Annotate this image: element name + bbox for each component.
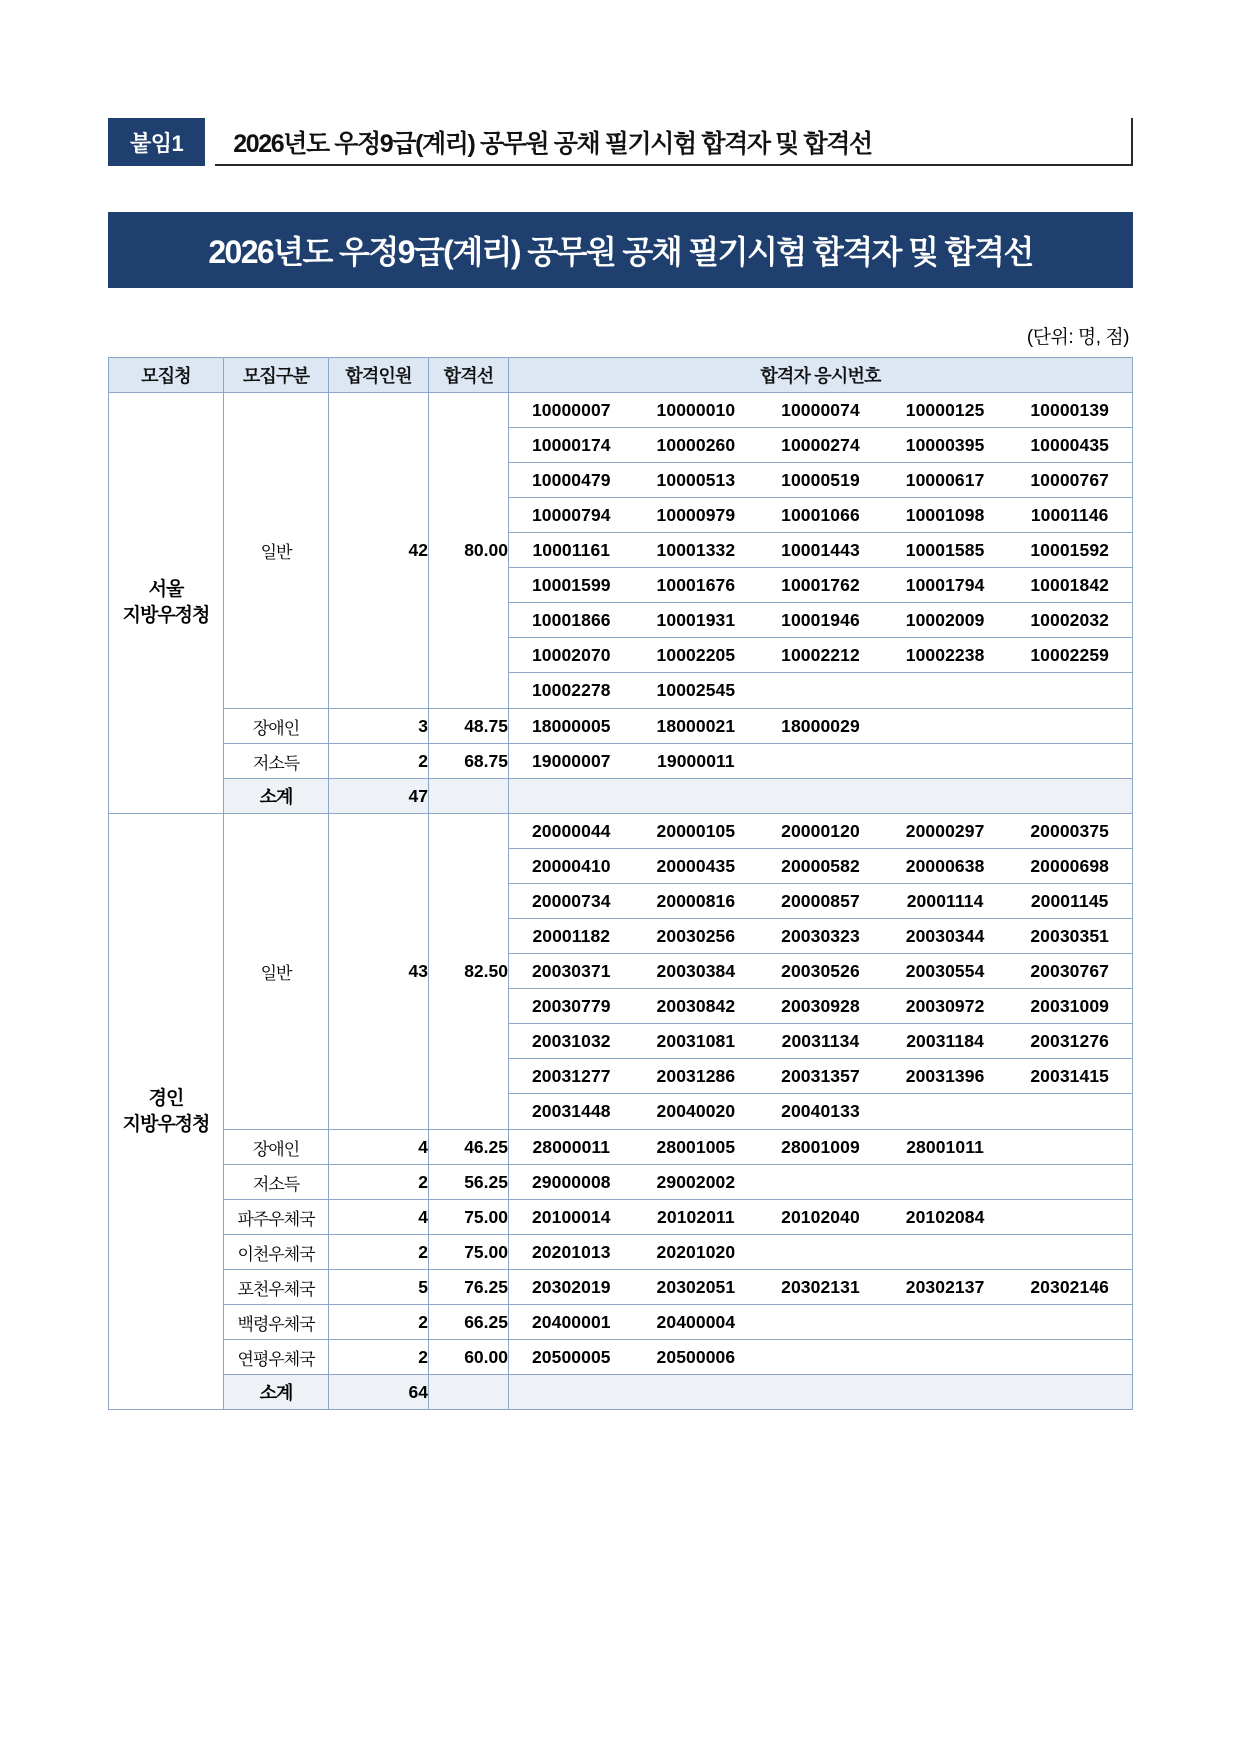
- applicant-number: 10000395: [905, 434, 985, 455]
- applicant-number: 20400001: [531, 1311, 611, 1332]
- numbers-row: [509, 603, 1132, 638]
- applicant-number: 20031357: [781, 1065, 860, 1086]
- applicant-number: 10002032: [1030, 609, 1109, 630]
- applicant-number: 20201013: [531, 1241, 611, 1262]
- cell-cutline: 56.25: [429, 1165, 509, 1200]
- org-line-2: 지방우정청: [122, 1113, 210, 1135]
- numbers-grid: [509, 1130, 1132, 1164]
- applicant-number: 10000513: [656, 469, 736, 490]
- cell-count: 43: [329, 814, 429, 1130]
- numbers-row: [509, 779, 1132, 813]
- applicant-number: 10000519: [781, 469, 860, 490]
- table-row: [109, 1305, 1133, 1340]
- document-banner: [108, 212, 1133, 288]
- applicant-number: 10000767: [1030, 469, 1109, 490]
- numbers-row: [509, 954, 1132, 989]
- cell-category: 일반: [224, 393, 329, 709]
- applicant-number: 29000008: [531, 1171, 611, 1192]
- table-row: [109, 1235, 1133, 1270]
- applicant-number: 20030371: [531, 960, 611, 981]
- cell-numbers: [509, 709, 1133, 744]
- numbers-grid: [509, 1305, 1132, 1339]
- table-body: [109, 393, 1133, 1410]
- numbers-row: [509, 1024, 1132, 1059]
- applicant-number: 10002278: [531, 680, 611, 700]
- table-row-subtotal: [109, 1375, 1133, 1410]
- cell-numbers: [509, 1305, 1133, 1340]
- applicant-number: 20201020: [656, 1241, 736, 1262]
- cell-subtotal-label: 소계: [224, 1375, 329, 1410]
- applicant-number: 10000074: [781, 399, 860, 420]
- numbers-grid: [509, 814, 1132, 1129]
- cell-numbers: [509, 1165, 1133, 1200]
- cell-subtotal-cutline: [429, 1375, 509, 1410]
- applicant-number: 10001762: [781, 574, 860, 595]
- applicant-number: 18000021: [656, 715, 736, 736]
- numbers-row: [509, 638, 1132, 673]
- table-row: [109, 1340, 1133, 1375]
- attachment-title: 2026년도 우정9급(계리) 공무원 공채 필기시험 합격자 및 합격선: [233, 130, 872, 158]
- cell-count: 42: [329, 393, 429, 709]
- applicant-number: 20031415: [1030, 1065, 1109, 1086]
- numbers-row: [509, 1200, 1132, 1234]
- applicant-number: 18000005: [531, 715, 611, 736]
- applicant-number: 10000125: [905, 399, 985, 420]
- table-row: [109, 393, 1133, 709]
- applicant-number: 20031277: [531, 1065, 611, 1086]
- applicant-number: 10000260: [656, 434, 736, 455]
- applicant-number: 20000734: [531, 890, 611, 911]
- numbers-row: [509, 1340, 1132, 1374]
- numbers-row: [509, 989, 1132, 1024]
- applicant-number: 20030344: [905, 925, 985, 946]
- numbers-row: [509, 1059, 1132, 1094]
- table-row: [109, 1130, 1133, 1165]
- cell-subtotal-count: 47: [329, 779, 429, 814]
- cell-count: 2: [329, 1305, 429, 1340]
- numbers-row: [509, 498, 1132, 533]
- table-header-row: [109, 358, 1133, 393]
- applicant-number: 10000139: [1030, 399, 1109, 420]
- applicant-number: 20000857: [781, 890, 860, 911]
- applicant-number: 20000698: [1030, 855, 1109, 876]
- applicant-number: 10002259: [1030, 644, 1109, 665]
- cell-numbers: [509, 1340, 1133, 1375]
- applicant-number: 10001098: [905, 504, 985, 525]
- cell-numbers: [509, 1270, 1133, 1305]
- column-header-org: 모집청: [109, 358, 224, 393]
- cell-numbers: [509, 1200, 1133, 1235]
- applicant-number: 20000435: [656, 855, 736, 876]
- table-head: [109, 358, 1133, 393]
- cell-category: 포천우체국: [224, 1270, 329, 1305]
- cell-cutline: 60.00: [429, 1340, 509, 1375]
- applicant-number: 10001866: [531, 609, 611, 630]
- table-row: [109, 1270, 1133, 1305]
- applicant-number: 20000297: [905, 820, 985, 841]
- cell-cutline: 75.00: [429, 1235, 509, 1270]
- cell-category: 이천우체국: [224, 1235, 329, 1270]
- applicant-number: 20100014: [531, 1206, 611, 1227]
- applicant-number: 10001443: [781, 539, 860, 560]
- applicant-number: 20302131: [781, 1276, 860, 1297]
- applicant-number: 20031081: [656, 1030, 736, 1051]
- cell-count: 2: [329, 1340, 429, 1375]
- column-header-category: 모집구분: [224, 358, 329, 393]
- applicant-number: 20000105: [656, 820, 736, 841]
- org-line-1: 서울: [148, 579, 184, 601]
- cell-subtotal-numbers: [509, 779, 1133, 814]
- applicant-number: 10001794: [905, 574, 985, 595]
- numbers-row: [509, 1305, 1132, 1339]
- applicant-number: 20031448: [531, 1101, 611, 1121]
- numbers-grid: [509, 1200, 1132, 1234]
- applicant-number: 20000638: [905, 855, 985, 876]
- applicant-number: 10002070: [531, 644, 611, 665]
- applicant-number: 10001931: [656, 609, 736, 630]
- numbers-row: [509, 1094, 1132, 1129]
- applicant-number: 20031134: [781, 1030, 860, 1051]
- results-table: [108, 357, 1133, 1410]
- applicant-number: 20040020: [656, 1101, 736, 1121]
- applicant-number: 20030972: [905, 995, 985, 1016]
- applicant-number: 20102040: [781, 1206, 860, 1227]
- applicant-number: 20001114: [906, 890, 984, 911]
- applicant-number: 10000435: [1030, 434, 1109, 455]
- numbers-row: [509, 744, 1132, 778]
- applicant-number: 20030767: [1030, 960, 1109, 981]
- numbers-row: [509, 673, 1132, 708]
- applicant-number: 29002002: [656, 1171, 736, 1192]
- applicant-number: 10002009: [905, 609, 985, 630]
- cell-count: 5: [329, 1270, 429, 1305]
- unit-note: (단위: 명, 점): [1026, 327, 1129, 348]
- applicant-number: 28001005: [656, 1136, 736, 1157]
- table-row: [109, 709, 1133, 744]
- applicant-number: 10000794: [531, 504, 611, 525]
- cell-cutline: 80.00: [429, 393, 509, 709]
- cell-numbers: [509, 1130, 1133, 1165]
- numbers-row: [509, 709, 1132, 743]
- cell-cutline: 75.00: [429, 1200, 509, 1235]
- applicant-number: 20030842: [656, 995, 736, 1016]
- applicant-number: 20001145: [1030, 890, 1109, 911]
- numbers-row: [509, 463, 1132, 498]
- attachment-title-container: [215, 118, 1133, 166]
- applicant-number: 20500005: [531, 1346, 611, 1367]
- applicant-number: 10000617: [905, 469, 985, 490]
- cell-numbers: [509, 814, 1133, 1130]
- table-row: [109, 1165, 1133, 1200]
- cell-category: 장애인: [224, 1130, 329, 1165]
- cell-count: 3: [329, 709, 429, 744]
- numbers-row: [509, 1270, 1132, 1304]
- applicant-number: 20031184: [906, 1030, 984, 1051]
- applicant-number: 20031276: [1030, 1030, 1109, 1051]
- numbers-row: [509, 919, 1132, 954]
- cell-count: 2: [329, 744, 429, 779]
- cell-subtotal-label: 소계: [224, 779, 329, 814]
- table-row-subtotal: [109, 779, 1133, 814]
- applicant-number: 20500006: [656, 1346, 736, 1367]
- column-header-numbers: 합격자 응시번호: [509, 358, 1133, 393]
- applicant-number: 10001146: [1030, 504, 1109, 525]
- applicant-number: 10000010: [656, 399, 736, 420]
- applicant-number: 10001842: [1030, 574, 1109, 595]
- applicant-number: 10002238: [905, 644, 985, 665]
- table-row: [109, 744, 1133, 779]
- applicant-number: 20400004: [656, 1311, 736, 1332]
- applicant-number: 20102084: [905, 1206, 985, 1227]
- numbers-row: [509, 533, 1132, 568]
- org-line-2: 지방우정청: [122, 605, 210, 626]
- applicant-number: 10001161: [532, 539, 611, 560]
- cell-numbers: [509, 393, 1133, 709]
- cell-category: 연평우체국: [224, 1340, 329, 1375]
- numbers-grid: [509, 1235, 1132, 1269]
- cell-count: 4: [329, 1200, 429, 1235]
- applicant-number: 10001332: [656, 539, 736, 560]
- applicant-number: 10001066: [781, 504, 860, 525]
- applicant-number: 20001182: [532, 925, 611, 946]
- applicant-number: 20031032: [531, 1030, 611, 1051]
- applicant-number: 10001585: [905, 539, 985, 560]
- applicant-number: 20040133: [781, 1101, 860, 1121]
- applicant-number: 10002205: [656, 644, 736, 665]
- cell-category: 저소득: [224, 744, 329, 779]
- numbers-grid: [509, 744, 1132, 778]
- org-line-1: 경인: [148, 1087, 184, 1109]
- cell-count: 2: [329, 1235, 429, 1270]
- applicant-number: 20031009: [1030, 995, 1109, 1016]
- cell-cutline: 76.25: [429, 1270, 509, 1305]
- table-row: [109, 814, 1133, 1130]
- applicant-number: 20030323: [781, 925, 860, 946]
- cell-numbers: [509, 744, 1133, 779]
- applicant-number: 20031396: [905, 1065, 985, 1086]
- numbers-row: [509, 1130, 1132, 1164]
- cell-cutline: 48.75: [429, 709, 509, 744]
- cell-category: 장애인: [224, 709, 329, 744]
- numbers-grid: [509, 393, 1132, 708]
- applicant-number: 20302137: [905, 1276, 985, 1297]
- applicant-number: 28000011: [532, 1136, 611, 1157]
- applicant-number: 10001592: [1030, 539, 1109, 560]
- applicant-number: 28001011: [906, 1136, 984, 1157]
- applicant-number: 10000007: [531, 399, 611, 420]
- numbers-row: [509, 428, 1132, 463]
- numbers-grid: [509, 709, 1132, 743]
- numbers-row: [509, 1165, 1132, 1199]
- applicant-number: 20030256: [656, 925, 736, 946]
- applicant-number: 20302051: [656, 1276, 736, 1297]
- attachment-header: [108, 118, 1133, 166]
- numbers-grid: [509, 1340, 1132, 1374]
- applicant-number: 20000410: [531, 855, 611, 876]
- applicant-number: 20000044: [531, 820, 611, 841]
- applicant-number: 20000816: [656, 890, 736, 911]
- applicant-number: 18000029: [781, 715, 860, 736]
- cell-cutline: 46.25: [429, 1130, 509, 1165]
- cell-count: 4: [329, 1130, 429, 1165]
- applicant-number: 20302019: [531, 1276, 611, 1297]
- cell-numbers: [509, 1235, 1133, 1270]
- numbers-row: [509, 568, 1132, 603]
- applicant-number: 10000174: [531, 434, 611, 455]
- cell-category: 저소득: [224, 1165, 329, 1200]
- page-title: 2026년도 우정9급(계리) 공무원 공채 필기시험 합격자 및 합격선: [208, 234, 1033, 270]
- applicant-number: 10000274: [781, 434, 860, 455]
- column-header-count: 합격인원: [329, 358, 429, 393]
- cell-category: 일반: [224, 814, 329, 1130]
- cell-subtotal-count: 64: [329, 1375, 429, 1410]
- applicant-number: 20030526: [781, 960, 860, 981]
- applicant-number: 20030554: [905, 960, 985, 981]
- applicant-number: 10001599: [531, 574, 611, 595]
- table-row: [109, 1200, 1133, 1235]
- cell-category: 파주우체국: [224, 1200, 329, 1235]
- applicant-number: 20030351: [1030, 925, 1109, 946]
- numbers-grid: [509, 1165, 1132, 1199]
- applicant-number: 10002212: [781, 644, 860, 665]
- numbers-row: [509, 814, 1132, 849]
- numbers-row: [509, 1235, 1132, 1269]
- cell-cutline: 82.50: [429, 814, 509, 1130]
- cell-subtotal-cutline: [429, 779, 509, 814]
- numbers-row: [509, 393, 1132, 428]
- cell-cutline: 66.25: [429, 1305, 509, 1340]
- attachment-tag: 붙임1: [108, 118, 205, 166]
- applicant-number: 19000007: [531, 750, 611, 771]
- applicant-number: 20000582: [781, 855, 860, 876]
- cell-count: 2: [329, 1165, 429, 1200]
- applicant-number: 20000375: [1030, 820, 1109, 841]
- applicant-number: 10000479: [531, 469, 611, 490]
- cell-org: [109, 393, 224, 814]
- applicant-number: 20030384: [656, 960, 736, 981]
- applicant-number: 10000979: [656, 504, 736, 525]
- applicant-number: 28001009: [781, 1136, 860, 1157]
- applicant-number: 20030779: [531, 995, 611, 1016]
- applicant-number: 20030928: [781, 995, 860, 1016]
- applicant-number: 20302146: [1030, 1276, 1109, 1297]
- applicant-number: 20102011: [657, 1206, 735, 1227]
- applicant-number: 10002545: [656, 680, 736, 700]
- cell-category: 백령우체국: [224, 1305, 329, 1340]
- cell-subtotal-numbers: [509, 1375, 1133, 1410]
- cell-org: [109, 814, 224, 1410]
- column-header-cutline: 합격선: [429, 358, 509, 393]
- cell-cutline: 68.75: [429, 744, 509, 779]
- applicant-number: 10001946: [781, 609, 860, 630]
- applicant-number: 10001676: [656, 574, 736, 595]
- applicant-number: 20031286: [656, 1065, 736, 1086]
- numbers-row: [509, 1375, 1132, 1409]
- numbers-grid: [509, 1270, 1132, 1304]
- applicant-number: 19000011: [657, 750, 735, 771]
- numbers-row: [509, 884, 1132, 919]
- numbers-row: [509, 849, 1132, 884]
- applicant-number: 20000120: [781, 820, 860, 841]
